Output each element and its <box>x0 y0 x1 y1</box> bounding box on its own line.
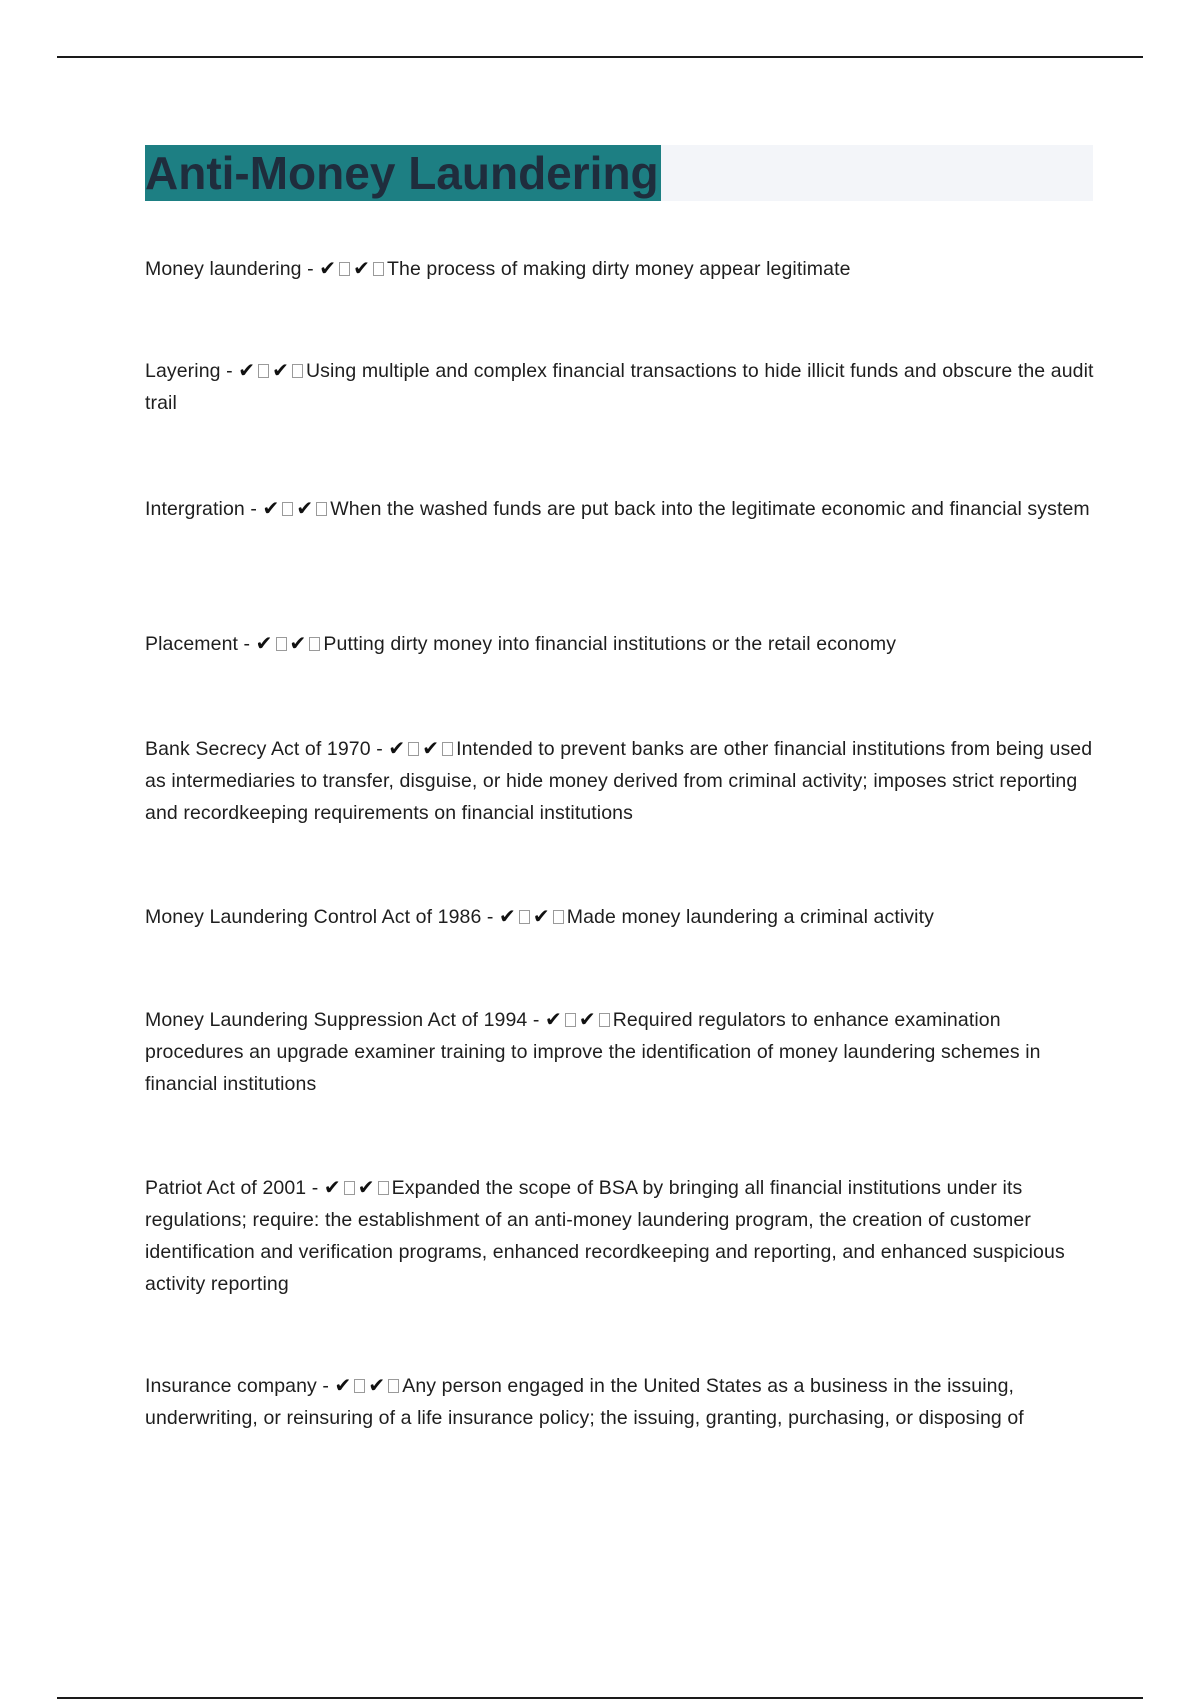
checkmark-icon: ✔ <box>272 358 289 382</box>
box-icon <box>354 1379 365 1393</box>
flashcard-definition: Intended to prevent banks are other financial institutions from being used as intermediaries to transfer, disguise, or hide money derived from criminal activity; imposes strict reporting and recordkeeping requirements on financial institutions <box>145 738 1093 824</box>
term-separator: - <box>527 1009 545 1031</box>
document-title: Anti-Money Laundering <box>145 147 659 199</box>
checkmark-icon: ✔ <box>296 496 314 520</box>
flashcard <box>145 252 1100 285</box>
box-icon <box>519 910 530 924</box>
checkmark-icon: ✔ <box>388 736 406 760</box>
flashcard-term: Placement <box>145 633 239 655</box>
term-separator: - <box>481 906 500 928</box>
flashcard <box>145 1171 1100 1300</box>
flashcard-definition: The process of making dirty money appear legitimate <box>386 258 851 280</box>
flashcard-term: Bank Secrecy Act of 1970 <box>145 738 371 760</box>
box-icon <box>388 1379 399 1393</box>
box-icon <box>408 742 419 756</box>
flashcard <box>145 354 1100 419</box>
box-icon <box>292 364 303 378</box>
flashcard-definition: Expanded the scope of BSA by bringing all financial institutions under its regulations; require: the establishment of an anti-money laundering program, the creation of customer identification and verification programs, enhanced recordkeeping and reporting, and enhanced suspicious activity reporting <box>145 1177 1065 1295</box>
term-separator: - <box>370 738 389 760</box>
box-icon <box>258 364 269 378</box>
box-icon <box>316 502 327 516</box>
checkmark-icon: ✔ <box>262 496 280 520</box>
checkmark-icon: ✔ <box>238 358 256 382</box>
box-icon <box>344 1181 355 1195</box>
box-icon <box>553 910 564 924</box>
checkmark-icon: ✔ <box>532 904 550 928</box>
term-separator: - <box>220 360 239 382</box>
flashcard-term: Layering <box>145 360 221 382</box>
flashcard-term: Intergration <box>145 498 245 520</box>
flashcard-term: Money Laundering Control Act of 1986 <box>145 906 482 928</box>
flashcard-definition: Made money laundering a criminal activity <box>566 906 934 928</box>
term-separator: - <box>316 1375 335 1397</box>
box-icon <box>599 1013 610 1027</box>
flashcard <box>145 627 1100 660</box>
flashcard <box>145 492 1100 525</box>
checkmark-icon: ✔ <box>353 256 370 280</box>
term-separator: - <box>301 258 320 280</box>
box-icon <box>309 637 320 651</box>
flashcard-definition: Any person engaged in the United States as a business in the issuing, underwriting, or reinsuring of a life insurance policy; the issuing, granting, purchasing, or disposing of <box>145 1375 1024 1429</box>
box-icon <box>378 1181 389 1195</box>
checkmark-icon: ✔ <box>289 631 307 655</box>
flashcard-definition: Required regulators to enhance examination procedures an upgrade examiner training to improve the identification of money laundering schemes in financial institutions <box>145 1009 1041 1095</box>
checkmark-icon: ✔ <box>319 256 337 280</box>
checkmark-icon: ✔ <box>578 1007 596 1031</box>
flashcard <box>145 1369 1100 1434</box>
checkmark-icon: ✔ <box>368 1373 386 1397</box>
flashcard-term: Insurance company <box>145 1375 317 1397</box>
flashcard <box>145 1003 1100 1100</box>
flashcard-definition: When the washed funds are put back into the legitimate economic and financial system <box>330 498 1090 520</box>
box-icon <box>282 502 293 516</box>
flashcard <box>145 732 1100 829</box>
checkmark-icon: ✔ <box>255 631 273 655</box>
box-icon <box>276 637 287 651</box>
term-separator: - <box>306 1177 324 1199</box>
term-separator: - <box>238 633 256 655</box>
checkmark-icon: ✔ <box>323 1175 341 1199</box>
box-icon <box>565 1013 576 1027</box>
flashcard-term: Patriot Act of 2001 <box>145 1177 307 1199</box>
box-icon <box>442 742 453 756</box>
checkmark-icon: ✔ <box>422 736 440 760</box>
box-icon <box>339 262 350 276</box>
bottom-rule <box>57 1697 1143 1699</box>
top-rule <box>57 56 1143 58</box>
term-separator: - <box>244 498 263 520</box>
flashcard-term: Money Laundering Suppression Act of 1994 <box>145 1009 528 1031</box>
checkmark-icon: ✔ <box>334 1373 352 1397</box>
checkmark-icon: ✔ <box>357 1175 375 1199</box>
flashcard-definition: Putting dirty money into financial institutions or the retail economy <box>323 633 897 655</box>
flashcard-term: Money laundering <box>145 258 302 280</box>
flashcard <box>145 900 1100 933</box>
flashcard-definition: Using multiple and complex financial transactions to hide illicit funds and obscure the audit trail <box>145 360 1094 414</box>
checkmark-icon: ✔ <box>545 1007 562 1031</box>
box-icon <box>373 262 384 276</box>
checkmark-icon: ✔ <box>499 904 516 928</box>
